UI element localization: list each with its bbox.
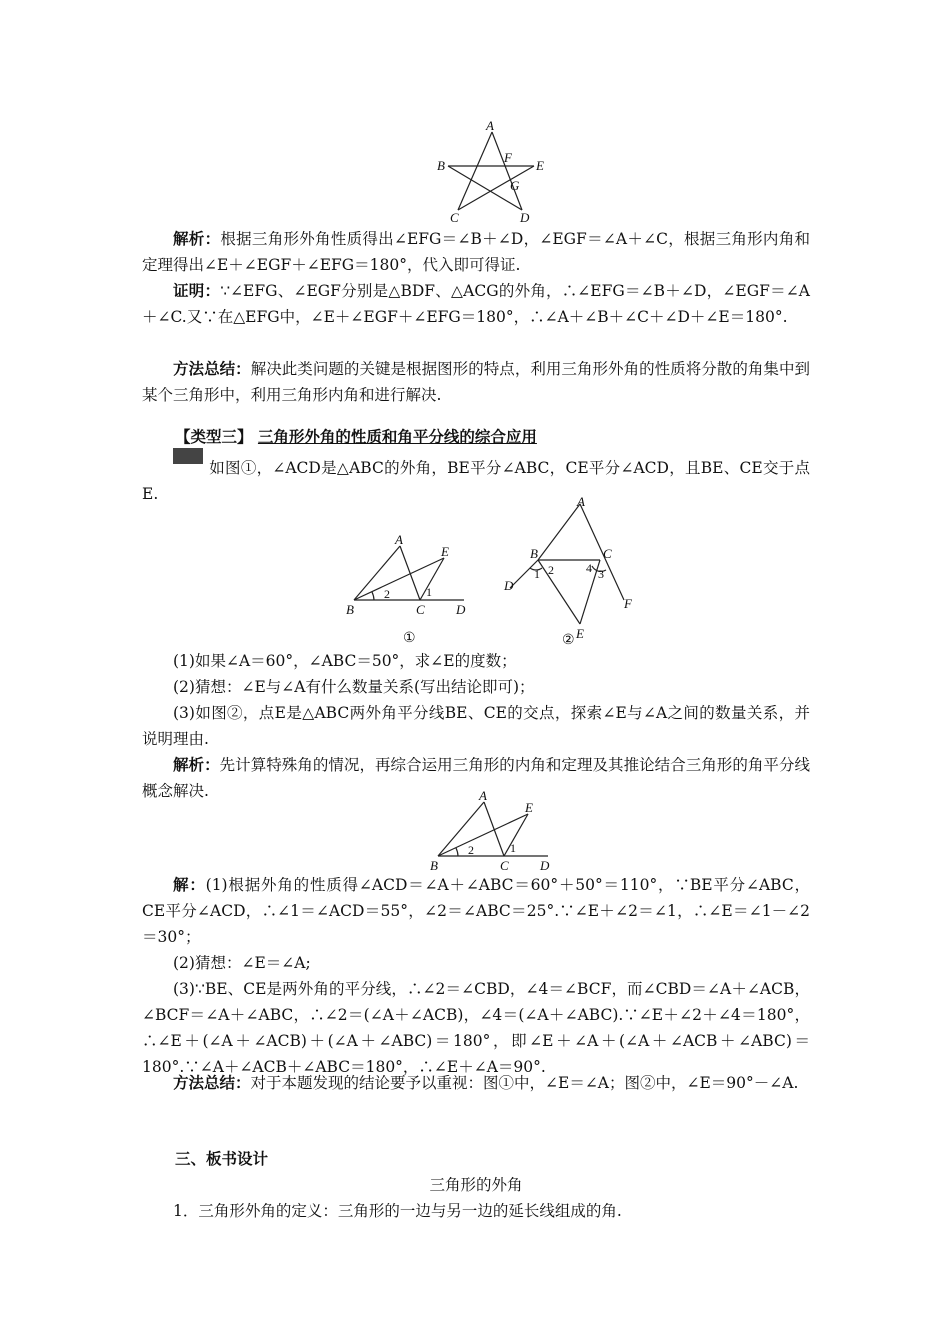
- board-item-1: 1．三角形外角的定义：三角形的一边与另一边的延长线组成的角.: [173, 1202, 622, 1220]
- figure-3-svg: [424, 788, 564, 873]
- fig2-label-c: C: [603, 546, 612, 561]
- type3-heading: [175, 424, 537, 450]
- example3-tag: 例3: [173, 448, 203, 464]
- fig2-angle-2: 2: [548, 563, 554, 577]
- method-summary-text-2: 对于本题发现的结论要予以重视：图①中，∠E＝∠A；图②中，∠E＝90°－∠A.: [250, 1074, 799, 1092]
- analysis-label: 解析：: [173, 229, 221, 248]
- type3-tag: 【类型三】: [175, 427, 253, 446]
- figure-1: [340, 532, 480, 648]
- star-figure-svg: [430, 118, 560, 228]
- fig1-caption: ①: [403, 631, 416, 646]
- proof-paragraph: [142, 278, 810, 330]
- proof-text: ∵∠EFG、∠EGF分别是△BDF、△ACG的外角，∴∠EFG＝∠B＋∠D，∠EGF＝∠A＋∠C.又∵在△EFG中，∠E＋∠EGF＋∠EFG＝180°，∴∠A＋∠B＋∠C＋∠D＋∠E＝180°.: [142, 282, 810, 326]
- fig1-label-b: B: [346, 602, 354, 617]
- fig2-label-e: E: [576, 626, 584, 641]
- fig2-label-d: D: [504, 578, 514, 593]
- star-label-e: E: [536, 158, 544, 173]
- proof-label: 证明：: [173, 281, 221, 300]
- fig1-label-a: A: [395, 532, 403, 547]
- fig2-label-a: A: [577, 494, 585, 509]
- analysis-text-2: 先计算特殊角的情况，再综合运用三角形的内角和定理及其推论结合三角形的角平分线概念解决.: [142, 756, 810, 800]
- section-3-heading: 三、板书设计: [175, 1149, 269, 1168]
- analysis-label-2: 解析：: [173, 755, 220, 774]
- star-label-b: B: [437, 158, 445, 173]
- method-summary-2: [142, 1070, 810, 1096]
- question-2: (2)猜想：∠E与∠A有什么数量关系(写出结论即可)；: [173, 678, 535, 696]
- figure-3: [424, 788, 564, 873]
- fig3-label-b: B: [430, 858, 438, 873]
- question-3: (3)如图②，点E是△ABC两外角平分线BE、CE的交点，探索∠E与∠A之间的数量关系，并说明理由.: [142, 704, 810, 748]
- fig2-angle-4: 4: [586, 561, 592, 575]
- solution-part-2: (2)猜想：∠E＝∠A;: [173, 954, 311, 972]
- star-label-a: A: [486, 118, 494, 133]
- fig3-label-a: A: [479, 788, 487, 803]
- fig2-caption: ②: [562, 633, 575, 648]
- method-summary-label: 方法总结：: [173, 359, 251, 378]
- star-label-c: C: [450, 210, 459, 225]
- analysis-text: 根据三角形外角性质得出∠EFG＝∠B＋∠D，∠EGF＝∠A＋∠C，根据三角形内角和定理得出∠E＋∠EGF＋∠EFG＝180°，代入即可得证.: [142, 230, 810, 274]
- fig1-label-d: D: [456, 602, 466, 617]
- analysis-paragraph-1: [142, 226, 810, 278]
- fig2-label-b: B: [530, 546, 538, 561]
- fig1-label-e: E: [441, 544, 449, 559]
- method-summary-text: 解决此类问题的关键是根据图形的特点，利用三角形外角的性质将分散的角集中到某个三角形中，利用三角形内角和进行解决.: [142, 360, 810, 404]
- fig1-label-c: C: [416, 602, 425, 617]
- solution-text-1: (1)根据外角的性质得∠ACD＝∠A＋∠ABC＝60°＋50°＝110°，∵BE平分∠ABC，CE平分∠ACD，∴∠1＝∠ACD＝55°，∠2＝∠ABC＝25°.∵∠E＋∠2＝∠1，∴∠E＝∠1－∠2＝30°；: [142, 876, 810, 946]
- solution-label: 解：: [173, 875, 206, 894]
- fig2-angle-1: 1: [534, 567, 540, 581]
- fig3-label-c: C: [500, 858, 509, 873]
- figure-2-svg: [500, 494, 640, 654]
- fig3-angle-1: 1: [510, 841, 516, 855]
- fig3-angle-2: 2: [468, 843, 474, 857]
- example3-paragraph: [142, 448, 810, 507]
- fig3-label-d: D: [540, 858, 550, 873]
- star-label-g: G: [510, 178, 520, 193]
- method-summary-label-2: 方法总结：: [173, 1073, 251, 1092]
- fig1-angle-1: 1: [426, 585, 432, 599]
- star-label-d: D: [520, 210, 530, 225]
- solution-part-1: [142, 872, 810, 950]
- method-summary-1: [142, 356, 810, 408]
- fig3-label-e: E: [525, 800, 533, 815]
- question-1: (1)如果∠A＝60°，∠ABC＝50°，求∠E的度数；: [173, 652, 517, 670]
- fig1-angle-2: 2: [384, 587, 390, 601]
- star-figure: [430, 118, 560, 228]
- figure-1-svg: [340, 532, 480, 648]
- example3-text: 如图①，∠ACD是△ABC的外角，BE平分∠ABC，CE平分∠ACD，且BE、CE交于点E.: [142, 459, 810, 503]
- fig2-angle-3: 3: [598, 567, 604, 581]
- star-label-f: F: [504, 150, 512, 165]
- board-title: 三角形的外角: [429, 1176, 523, 1194]
- figure-2: [500, 494, 640, 654]
- fig2-label-f: F: [624, 596, 632, 611]
- solution-part-3: (3)∵BE、CE是两外角的平分线，∴∠2＝∠CBD，∠4＝∠BCF，而∠CBD＝∠A＋∠ACB，∠BCF＝∠A＋∠ABC，∴∠2＝(∠A＋∠ACB)，∠4＝(∠A＋∠ABC).∵∠E＋∠2＋∠4＝180°，∴∠E＋(∠A＋∠ACB)＋(∠A＋∠ABC)＝180°，即∠E＋∠A＋(∠A＋∠ACB＋∠ABC)＝180°.∵∠A＋∠ACB＋∠ABC＝180°，∴∠E＋∠A＝90°.: [142, 980, 810, 1076]
- type3-title: 三角形外角的性质和角平分线的综合应用: [257, 427, 537, 446]
